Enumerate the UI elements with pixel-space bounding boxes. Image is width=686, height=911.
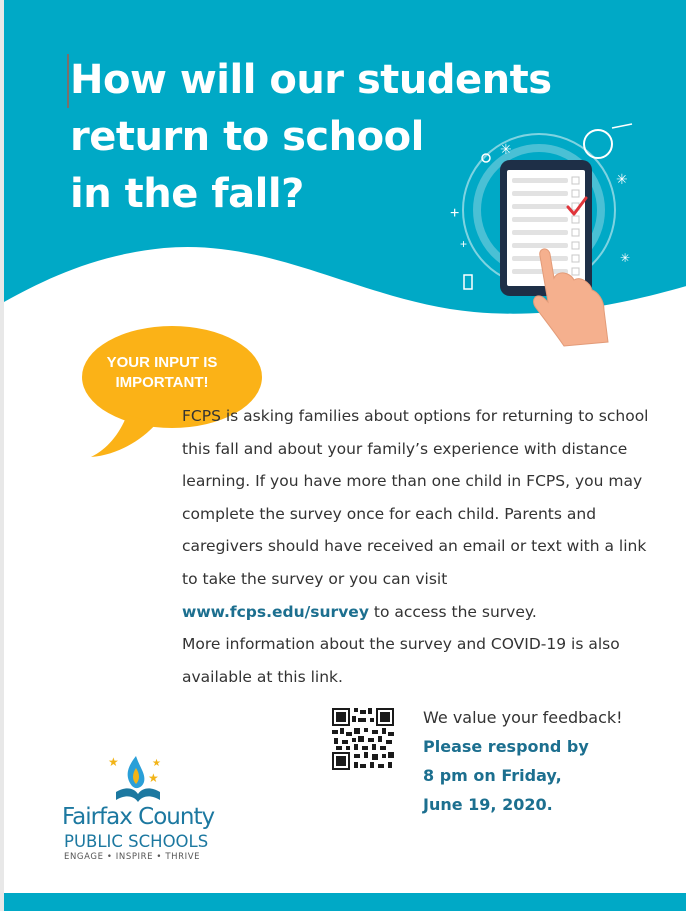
- plus-mark-1: +: [450, 205, 460, 222]
- more-info-paragraph: More information about the survey and COVID-19 is also available at this link.: [182, 635, 620, 686]
- respond-by-line: Please respond by: [423, 737, 589, 756]
- feedback-block: [423, 703, 663, 819]
- title-line-2: return to school: [70, 114, 424, 160]
- callout-line-1: YOUR INPUT IS: [106, 354, 218, 371]
- title-line-1: How will our students: [70, 57, 552, 103]
- magnifier-circle: [584, 130, 612, 158]
- deadline-time-line: 8 pm on Friday,: [423, 766, 562, 785]
- survey-link[interactable]: www.fcps.edu/survey: [182, 602, 369, 621]
- logo-tagline: ENGAGE • INSPIRE • THRIVE: [64, 852, 201, 862]
- logo-name: Fairfax County: [62, 804, 215, 830]
- fcps-logo: [62, 752, 232, 864]
- survey-link-suffix: to access the survey.: [368, 602, 537, 621]
- survey-intro-text: FCPS is asking families about options for returning to school this fall and about your family’s experience with distance learning. If you have more than one child in FCPS, you may complete the survey once for each child. Parents and caregivers should have received an email or text with a link to take the survey or you can visit: [182, 407, 649, 588]
- book-flame-logo-icon: [106, 752, 170, 808]
- input-important-callout: [82, 353, 242, 393]
- magnifier-line: [612, 124, 632, 128]
- survey-paragraph: [182, 400, 652, 628]
- logo-subtitle: PUBLIC SCHOOLS: [64, 832, 209, 851]
- deadline-date-line: June 19, 2020.: [423, 795, 553, 814]
- plus-mark-2: +: [460, 237, 468, 251]
- qr-code-icon[interactable]: [332, 708, 394, 770]
- feedback-line: We value your feedback!: [423, 708, 623, 727]
- battery-mark: [464, 275, 472, 289]
- logo-star-3: ★: [148, 771, 159, 785]
- logo-book: [116, 788, 160, 802]
- text-cursor-mark: [67, 54, 69, 108]
- title-line-3: in the fall?: [70, 171, 304, 217]
- footer-bar: [4, 893, 686, 911]
- sparkle-star-3: ✳: [620, 251, 631, 265]
- logo-star-1: ★: [108, 755, 119, 769]
- survey-description: [182, 400, 652, 693]
- sparkle-star-2: ✳: [616, 171, 628, 187]
- sparkle-star-1: ✳: [500, 141, 512, 157]
- logo-star-2: ★: [152, 758, 161, 769]
- callout-line-2: IMPORTANT!: [115, 374, 209, 391]
- survey-tablet-icon: [444, 120, 644, 350]
